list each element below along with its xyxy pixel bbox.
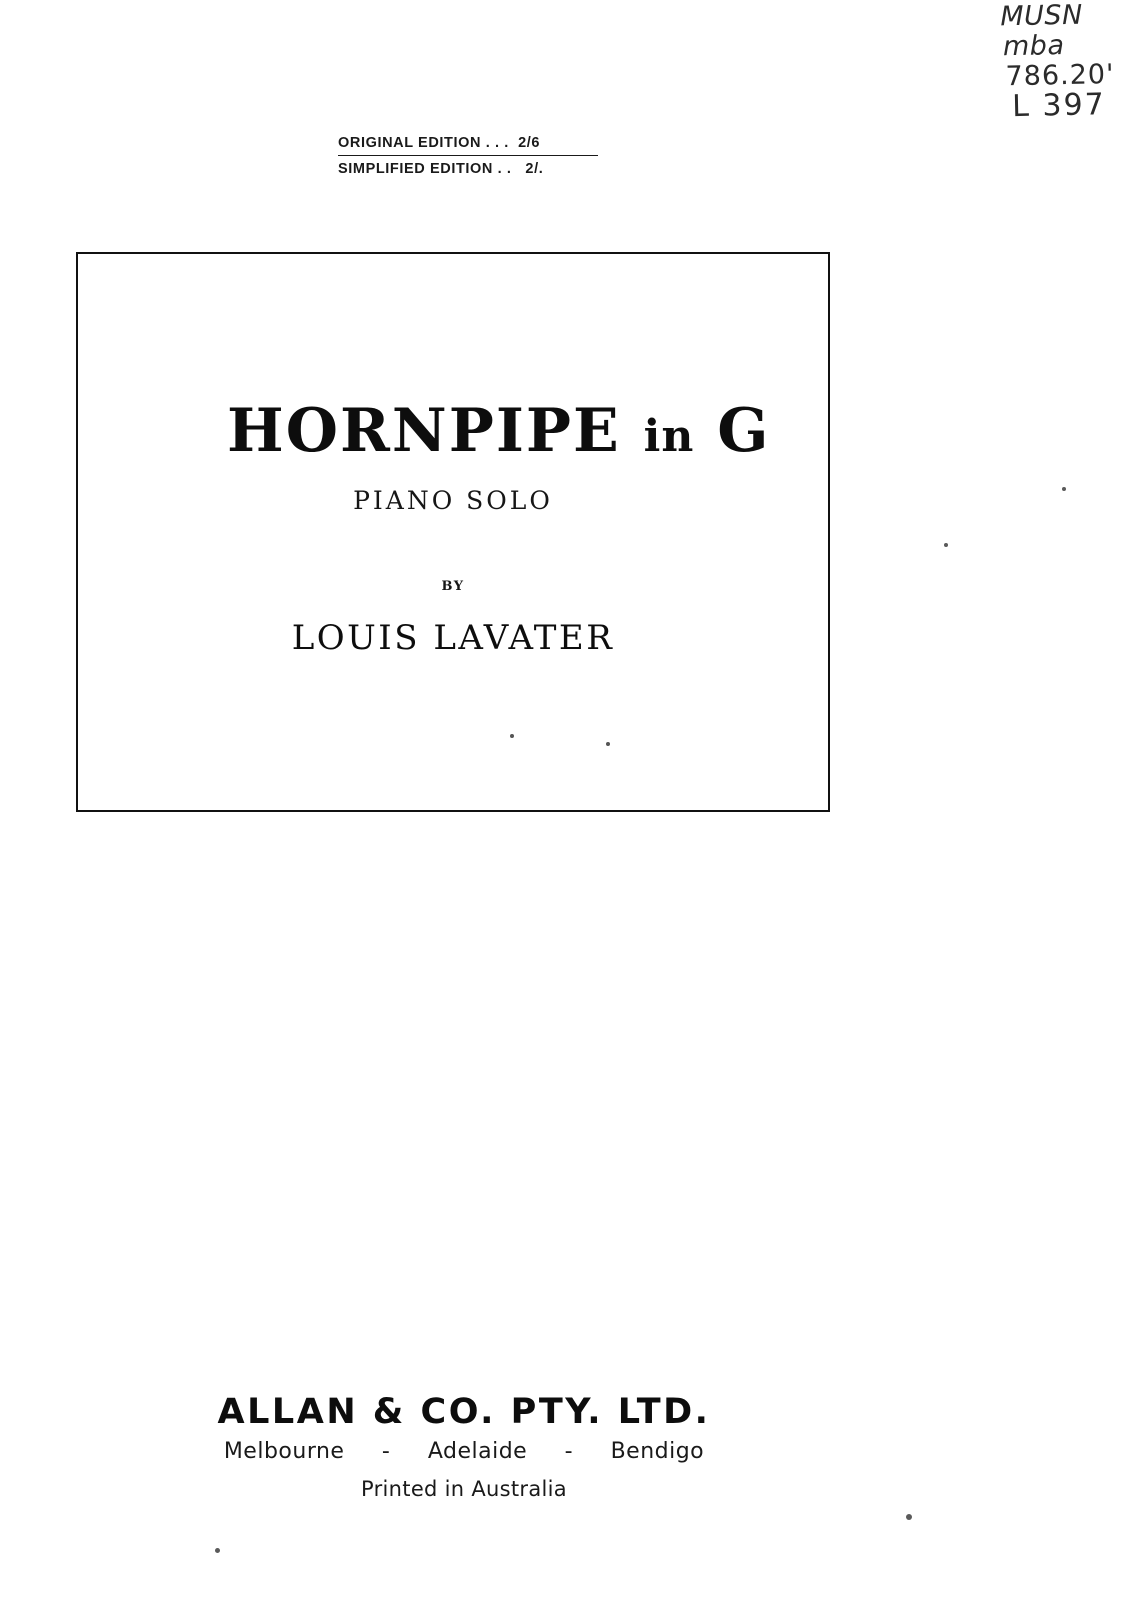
composer-name: LOUIS LAVATER [291, 618, 615, 658]
call-number-line-2: mba [1002, 30, 1065, 63]
handwritten-call-number [1000, 0, 1115, 125]
scan-speck-icon [1062, 487, 1066, 491]
edition-price-block [338, 135, 598, 177]
call-number-line-3: 786.20' [1005, 58, 1115, 93]
simplified-edition-price: SIMPLIFIED EDITION . . 2/. [338, 161, 544, 177]
subtitle: PIANO SOLO [353, 486, 553, 515]
publisher-block [0, 1392, 928, 1501]
scan-speck-icon [606, 742, 610, 746]
printed-in-australia: Printed in Australia [361, 1477, 567, 1501]
title-frame [76, 252, 830, 812]
publisher-cities: Melbourne - Adelaide - Bendigo [223, 1439, 705, 1464]
scan-speck-icon [215, 1548, 220, 1553]
title-main-word: HORNPIPE [227, 396, 621, 466]
title-connector: in [643, 411, 695, 462]
by-label: BY [441, 579, 465, 594]
original-edition-price: ORIGINAL EDITION . . . 2/6 [338, 135, 598, 156]
scan-speck-icon [510, 734, 514, 738]
publisher-name: ALLAN & CO. PTY. LTD. [217, 1392, 711, 1432]
call-number-line-4: L 397 [1011, 87, 1107, 125]
scan-speck-icon [944, 543, 948, 547]
scan-speck-icon [906, 1514, 912, 1520]
call-number-line-1: MUSN [1000, 0, 1084, 33]
title-key: G [717, 396, 771, 466]
